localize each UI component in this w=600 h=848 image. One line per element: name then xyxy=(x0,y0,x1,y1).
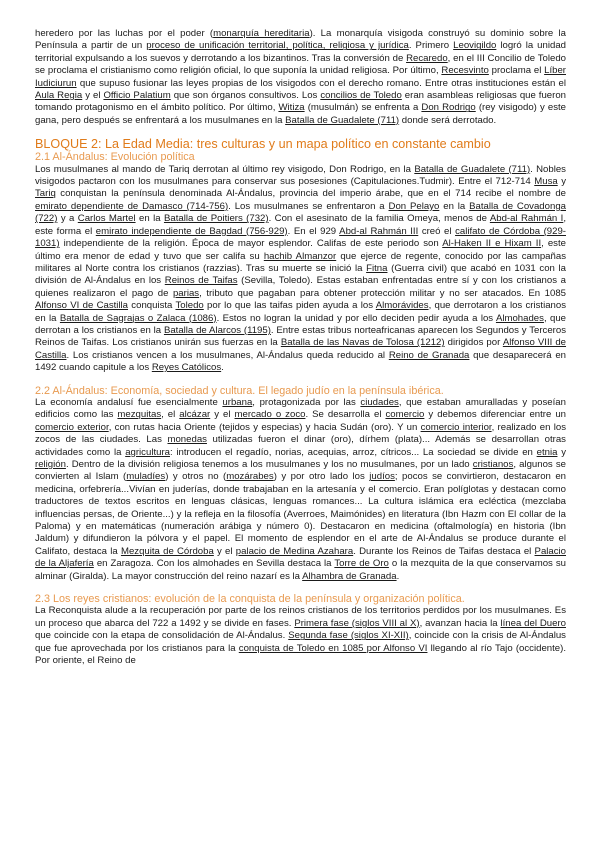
underlined-term: Carlos Martel xyxy=(77,213,136,225)
underlined-term: Reyes Católicos xyxy=(151,362,222,374)
underlined-term: religión xyxy=(35,459,66,470)
underlined-term: agricultura xyxy=(125,446,170,458)
underlined-term: judíos xyxy=(369,471,395,483)
paragraph-economia-sociedad: La economía andalusí fue esencialmente urbana, protagonizada por las ciudades, que estaban amuralladas y poseían edificios como las mezquitas, el alcázar y el mercado o zoco. Se desarrolla el comercio y debemos diferenciar entre un comercio exterior, con rutas hacia Oriente (tejidos y especias) y hacia Sudán (oro). Y un comercio interior, realizado en los zocos de las ciudades. Las monedas utilizadas fueron el dinar (oro), dírhem (plata)... Además se desarrollan otras actividades como la agricultura: introducen el regadío, norias, acequias, arroz, cítricos... La sociedad se divide en etnia y religión. Dentro de la división religiosa tenemos a los musulmanes y los no musulmanes, por un lado cristianos, algunos se convierten al Islam (muladíes) y otros no (mozárabes) y por otro lado los judíos; pocos se convirtieron, destacaron en medicina, orfebrería...Vivían en juderías, donde trabajaban en la artesanía y el comercio. Eran políglotas y destacan como traductores de textos escritos en lenguas clásicas, lenguas romances... La cultura islámica era ecléctica (mezclaba influencias persas, de Oriente...) y la refleja en la filosofía (Averroes, Maimónides) en literatura (Ibn Hazm con El collar de la Paloma) y en matemáticas (numeración arábiga y número 0). Destacaron en medicina (oftalmología) en historia (Ibn Jaldum) y difundieron la pólvora y el papel. El momento de esplendor en el arte de Al-Ándalus se produce durante el Califato, destaca la Mezquita de Córdoba y el palacio de Medina Azahara. Durante los Reinos de Taifas destaca el Palacio de la Aljafería en Zaragoza. Con los almohades en Sevilla destaca la Torre de Oro o la mezquita de la que conservamos su alminar (Giralda). La mayor construcción del reino nazarí es la Alhambra de Granada. xyxy=(35,396,567,582)
underlined-term: Witiza xyxy=(278,102,305,114)
underlined-term: Segunda fase (siglos XI-XII) xyxy=(288,630,409,642)
underlined-term: Batalla de Sagrajas o Zalaca (1086) xyxy=(59,312,217,324)
underlined-term: Don Rodrigo xyxy=(421,102,476,114)
underlined-term: parias xyxy=(172,287,200,299)
underlined-term: Musa xyxy=(534,176,558,188)
underlined-term: emirato dependiente de Damasco (714-756) xyxy=(35,200,229,212)
underlined-term: Alfonso VI de Castilla xyxy=(35,300,129,312)
underlined-term: conquista de Toledo en 1085 por Alfonso VI xyxy=(238,642,428,654)
section-2-2-title: 2.2 Al-Ándalus: Economía, sociedad y cultura. El legado judío en la península ibérica. xyxy=(35,384,444,397)
underlined-term: Primera fase (siglos VIII al X) xyxy=(294,617,420,629)
underlined-term: Alfonso VIII de Castilla xyxy=(35,337,567,361)
underlined-term: Leovigildo xyxy=(453,40,497,52)
underlined-term: Torre de Oro xyxy=(334,558,389,570)
underlined-term: concilios de Toledo xyxy=(320,90,402,102)
underlined-term: Tariq xyxy=(35,188,56,200)
bloque-title: BLOQUE 2: La Edad Media: tres culturas y un mapa político en constante cambio xyxy=(35,137,491,152)
underlined-term: Batalla de Guadalete (711) xyxy=(285,114,400,126)
underlined-term: Batalla de las Navas de Tolosa (1212) xyxy=(280,337,445,349)
underlined-term: palacio de Medina Azahara xyxy=(235,545,354,557)
paragraph-reyes-cristianos: La Reconquista alude a la recuperación por parte de los reinos cristianos de los territorios perdidos por los musulmanes. Es un proceso que abarca del 722 a 1492 y se divide en fases. Primera fase (siglos VIII al X), avanzan hacia la línea del Duero que coincide con la etapa de consolidación de Al-Ándalus. Segunda fase (siglos XI-XII), coincide con la crisis de Al-Ándalus que fue aprovechada por los cristianos para la conquista de Toledo en 1085 por Alfonso VI llegando al río Tajo (occidente). Por oriente, el Reino de xyxy=(35,605,566,667)
underlined-term: cristianos xyxy=(472,459,514,470)
underlined-term: Fitna xyxy=(366,262,388,274)
underlined-term: Recaredo xyxy=(406,52,448,64)
underlined-term: mercado o zoco xyxy=(234,409,306,421)
underlined-term: califato de Córdoba (929-1031) xyxy=(35,225,566,250)
underlined-term: Batalla de Poitiers (732) xyxy=(163,213,269,225)
underlined-term: línea del Duero xyxy=(500,617,566,629)
underlined-term: Toledo xyxy=(175,300,204,312)
underlined-term: urbana xyxy=(222,396,253,408)
underlined-term: etnia xyxy=(536,446,558,458)
underlined-term: muladíes xyxy=(126,471,166,483)
underlined-term: Aula Regia xyxy=(35,90,83,102)
section-2-1-title: 2.1 Al-Ándalus: Evolución política xyxy=(35,151,195,164)
paragraph-visigodos: heredero por las luchas por el poder (monarquía hereditaria). La monarquía visigoda construyó su dominio sobre la Península a partir de un proceso de unificación territorial, política, religiosa y jurídica. Primero Leovigildo logró la unidad territorial expulsando a los suevos y derrotando a los bizantinos. Tras la conversión de Recaredo, en el III Concilio de Toledo se proclama el cristianismo como religión oficial, lo que suponía la unidad religiosa. Por último, Recesvinto proclama el Líber Iudiciurun que supuso fusionar las leyes propias de los visigodos con el derecho romano. Entre otras instituciones están el Aula Regia y el Officio Palatium que son órganos consultivos. Los concilios de Toledo eran asambleas religiosas que fueron tomando protagonismo en el ámbito político. Por último, Witiza (musulmán) se enfrenta a Don Rodrigo (rey visigodo) y este gana, pero después se enfrentará a los musulmanes en la Batalla de Guadalete (711) donde será derrotado. xyxy=(35,28,567,126)
underlined-term: mezquitas xyxy=(117,409,162,421)
underlined-term: emirato independiente de Bagdad (756-929) xyxy=(95,225,288,237)
underlined-term: comercio xyxy=(385,409,425,421)
underlined-term: Palacio de la Aljafería xyxy=(35,545,567,570)
underlined-term: Abd-al Rahmán I xyxy=(489,213,564,225)
underlined-term: Mezquita de Córdoba xyxy=(120,545,214,557)
underlined-term: Al-Haken II e Hixam II xyxy=(442,238,542,250)
document-page xyxy=(35,28,566,668)
underlined-term: Officio Palatium xyxy=(103,90,171,102)
underlined-term: Batalla de Covadonga (722) xyxy=(35,200,566,225)
underlined-term: ciudades xyxy=(360,396,399,408)
underlined-term: Almorávides xyxy=(375,300,429,312)
section-2-3-title: 2.3 Los reyes cristianos: evolución de la conquista de la península y organización política. xyxy=(35,593,465,606)
underlined-term: mozárabes xyxy=(226,471,274,483)
underlined-term: monarquía hereditaria xyxy=(213,28,310,39)
underlined-term: alcázar xyxy=(179,409,211,421)
underlined-term: proceso de unificación territorial, política, religiosa y jurídica xyxy=(146,40,409,52)
underlined-term: Recesvinto xyxy=(441,65,489,77)
underlined-term: hachib Almanzor xyxy=(263,250,337,262)
underlined-term: Batalla de Alarcos (1195) xyxy=(163,324,271,336)
underlined-term: Reinos de Taifas xyxy=(164,275,238,287)
paragraph-evolucion-politica: Los musulmanes al mando de Tariq derrotan al último rey visigodo, Don Rodrigo, en la Batalla de Guadalete (711). Nobles visigodos pactaron con los musulmanes para conservar sus posesiones (Capitulaciones.Tudmir). Entre el 712-714 Musa y Tariq conquistan la península denominada Al-Ándalus, provincia del imperio árabe, que en el 714 recibe el nombre de emirato dependiente de Damasco (714-756). Los musulmanes se enfrentaron a Don Pelayo en la Batalla de Covadonga (722) y a Carlos Martel en la Batalla de Poitiers (732). Con el asesinato de la familia Omeya, menos de Abd-al Rahmán I, este forma el emirato independiente de Bagdad (756-929). En el 929 Abd-al Rahmán III creó el califato de Córdoba (929-1031) independiente de la religión. Época de mayor esplendor. Califas de este periodo son Al-Haken II e Hixam II, este último era menor de edad y tuvo que ser califa su hachib Almanzor que ejerce de regente, conocido por las campañas militares al Norte contra los cristianos (razzias). Tras su muerte se inició la Fitna (Guerra civil) que acabó en 1031 con la división de Al-Ándalus en los Reinos de Taifas (Sevilla, Toledo). Estas estaban enfrentadas entre sí y con los cristianos a quienes realizaron el pago de parias, tributo que pagaban para obtener protección militar y no ser atacados. En 1085 Alfonso VI de Castilla conquista Toledo por lo que las taifas piden ayuda a los Almorávides, que derrotaron a los cristianos en la Batalla de Sagrajas o Zalaca (1086). Estos no logran la unidad y por ello deciden pedir ayuda a los Almohades, que derrotan a los cristianos en la Batalla de Alarcos (1195). Entre estas tribus norteafricanas aparecen los Segundos y Terceros Reinos de Taifas. Los cristianos unirán sus fuerzas en la Batalla de las Navas de Tolosa (1212) dirigidos por Alfonso VIII de Castilla. Los cristianos vencen a los musulmanes, Al-Ándalus queda reducido al Reino de Granada que desaparecerá en 1492 cuando capitule a los Reyes Católicos. xyxy=(35,163,567,374)
underlined-term: comercio exterior xyxy=(35,421,109,433)
underlined-term: Reino de Granada xyxy=(388,349,470,361)
underlined-term: comercio interior xyxy=(420,421,492,433)
underlined-term: Abd-al Rahmán III xyxy=(339,225,419,237)
underlined-term: monedas xyxy=(167,434,207,446)
underlined-term: Alhambra de Granada xyxy=(302,570,397,582)
underlined-term: Líber Iudiciurun xyxy=(35,65,566,89)
underlined-term: Batalla de Guadalete (711) xyxy=(414,163,531,175)
underlined-term: Don Pelayo xyxy=(388,200,440,212)
underlined-term: Almohades xyxy=(495,312,544,324)
